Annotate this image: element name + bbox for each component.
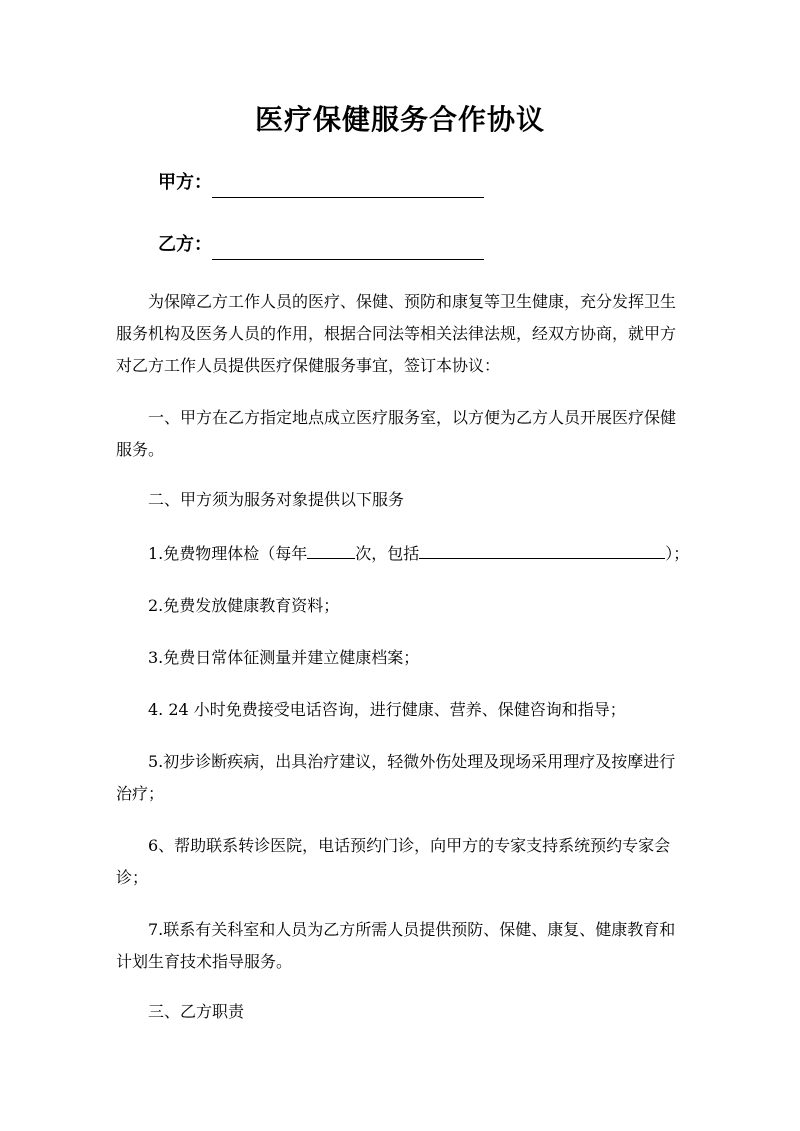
text-line: 5.初步诊断疾病，出具治疗建议，轻微外伤处理及现场采用理疗及按摩进行 [116,752,676,771]
text-line: 服务。 [116,440,165,459]
item-1-suffix: ）； [665,544,690,563]
clause-2-heading: 二、甲方须为服务对象提供以下服务 [116,490,405,509]
text-line: 为保障乙方工作人员的医疗、保健、预防和康复等卫生健康，充分发挥卫生 [116,292,677,311]
exam-items-blank [419,538,665,559]
party-a-row [158,168,484,198]
text-line: 6、帮助联系转诊医院，电话预约门诊，向甲方的专家支持系统预约专家会 [116,836,671,855]
times-per-year-blank [307,538,355,559]
text-line: 一、甲方在乙方指定地点成立医疗服务室，以方便为乙方人员开展医疗保健 [116,408,677,427]
clause-1-paragraph [116,402,688,466]
item-1-middle: 次，包括 [355,544,420,563]
text-line: 治疗； [116,784,165,803]
item-6-paragraph [116,830,688,894]
text-line: 服务机构及医务人员的作用，根据合同法等相关法律法规，经双方协商，就甲方 [116,324,677,343]
item-3: 3.免费日常体征测量并建立健康档案； [116,648,420,667]
party-b-blank [212,235,484,260]
text-line: 对乙方工作人员提供医疗保健服务事宜，签订本协议： [116,356,501,375]
item-1-physical-exam [116,538,688,570]
party-a-blank [212,173,484,198]
party-b-row [158,230,484,260]
item-2: 2.免费发放健康教育资料； [116,596,340,615]
item-7-paragraph [116,914,688,978]
item-5-paragraph [116,746,688,810]
text-line: 7.联系有关科室和人员为乙方所需人员提供预防、保健、康复、健康教育和 [116,920,676,939]
item-1-prefix: 1.免费物理体检（每年 [116,544,308,563]
item-4: 4. 24 小时免费接受电话咨询，进行健康、营养、保健咨询和指导； [116,700,626,719]
party-a-label: 甲方： [158,172,212,193]
text-line: 计划生育技术指导服务。 [116,952,293,971]
text-line: 诊； [116,868,149,887]
party-b-label: 乙方： [158,234,212,255]
clause-3-heading: 三、乙方职责 [116,1002,245,1021]
document-title: 医疗保健服务合作协议 [254,103,545,136]
preamble-paragraph [116,286,688,382]
